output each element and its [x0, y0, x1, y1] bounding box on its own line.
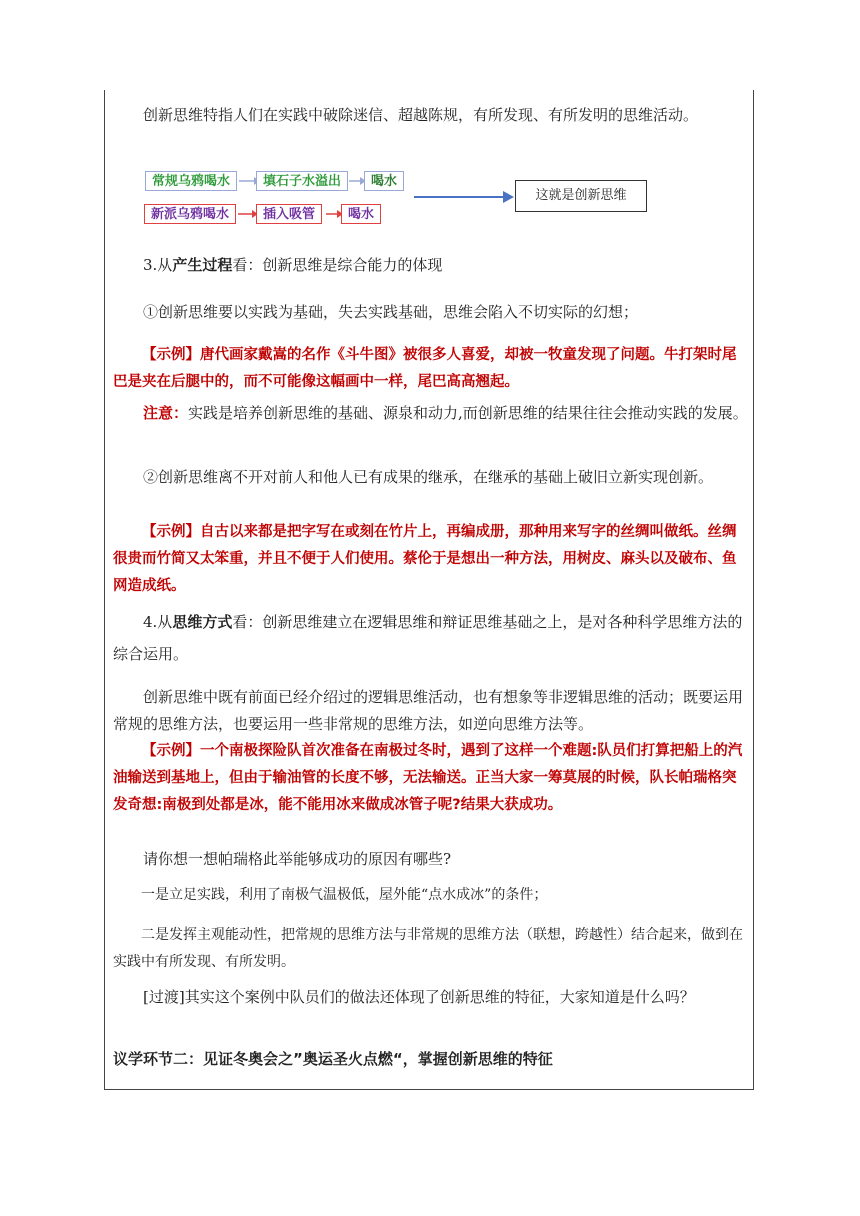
note-label: 注意：	[143, 404, 189, 422]
section3-prefix: 3.从	[143, 256, 173, 274]
transition-label: [过渡]	[143, 988, 185, 1006]
note-text: 实践是培养创新思维的基础、源泉和动力,而创新思维的结果往往会推动实践的发展。	[188, 404, 748, 422]
diagram-row2-step2: 插入吸管	[256, 204, 322, 224]
diagram-row2-step1: 新派乌鸦喝水	[144, 204, 236, 224]
section3-suffix: 看：创新思维是综合能力的体现	[232, 256, 443, 274]
question-paragraph: 请你想一想帕瑞格此举能够成功的原因有哪些?	[143, 850, 452, 868]
example1-paragraph: 【示例】唐代画家戴嵩的名作《斗牛图》被很多人喜爱，却被一牧童发现了问题。牛打架时尾巴是夹在后腿中的，而不可能像这幅画中一样，尾巴高高翘起。	[113, 347, 737, 390]
section4-suffix: 看：创新思维建立在逻辑思维和辩证思维基础之上，是对各种科学思维方法的综合运用。	[113, 613, 743, 663]
diagram-row2-step3: 喝水	[341, 204, 381, 224]
para4-paragraph: 创新思维中既有前面已经介绍过的逻辑思维活动，也有想象等非逻辑思维的活动；既要运用常规的思维方法，也要运用一些非常规的思维方法，如逆向思维方法等。	[113, 688, 744, 733]
note-paragraph	[113, 400, 749, 427]
point2-paragraph: ②创新思维离不开对前人和他人已有成果的继承，在继承的基础上破旧立新实现创新。	[143, 468, 714, 486]
answer1-paragraph: 一是立足实践，利用了南极气温极低，屋外能“点水成冰”的条件；	[141, 887, 548, 903]
intro-paragraph: 创新思维特指人们在实践中破除迷信、超越陈规，有所发现、有所发明的思维活动。	[143, 106, 699, 124]
section4-prefix: 4.从	[143, 613, 173, 631]
diagram-result-box: 这就是创新思维	[515, 180, 647, 212]
section3-heading	[113, 252, 749, 279]
answer2-paragraph: 二是发挥主观能动性，把常规的思维方法与非常规的思维方法（联想，跨越性）结合起来，做到在实践中有所发现、有所发明。	[113, 927, 743, 970]
diagram-row1-step2: 填石子水溢出	[256, 171, 348, 191]
section3-keyword: 产生过程	[172, 256, 233, 274]
point1-paragraph: ①创新思维要以实践为基础，失去实践基础，思维会陷入不切实际的幻想；	[143, 303, 639, 321]
diagram-arrows	[0, 0, 860, 260]
example2-paragraph: 【示例】自古以来都是把字写在或刻在竹片上，再编成册，那种用来写字的丝绸叫做纸。丝绸很贵而竹简又太笨重，并且不便于人们使用。蔡伦于是想出一种方法，用树皮、麻头以及破布、鱼网造成纸。	[113, 524, 737, 594]
transition-paragraph	[113, 984, 749, 1011]
section4-keyword: 思维方式	[172, 613, 233, 631]
diagram-row1-step3: 喝水	[364, 171, 404, 191]
example3-paragraph: 【示例】一个南极探险队首次准备在南极过冬时，遇到了这样一个难题:队员们打算把船上的汽油输送到基地上，但由于输油管的长度不够，无法输送。正当大家一筹莫展的时候，队长帕瑞格突发奇想:南极到处都是冰，能不能用冰来做成冰管子呢?结果大获成功。	[113, 743, 743, 813]
diagram-row1-step1: 常规乌鸦喝水	[145, 171, 237, 191]
transition-text: 其实这个案例中队员们的做法还体现了创新思维的特征，大家知道是什么吗？	[184, 988, 695, 1006]
section-heading: 议学环节二：见证冬奥会之”奥运圣火点燃“，掌握创新思维的特征	[113, 1050, 553, 1068]
section4-heading	[113, 606, 749, 670]
